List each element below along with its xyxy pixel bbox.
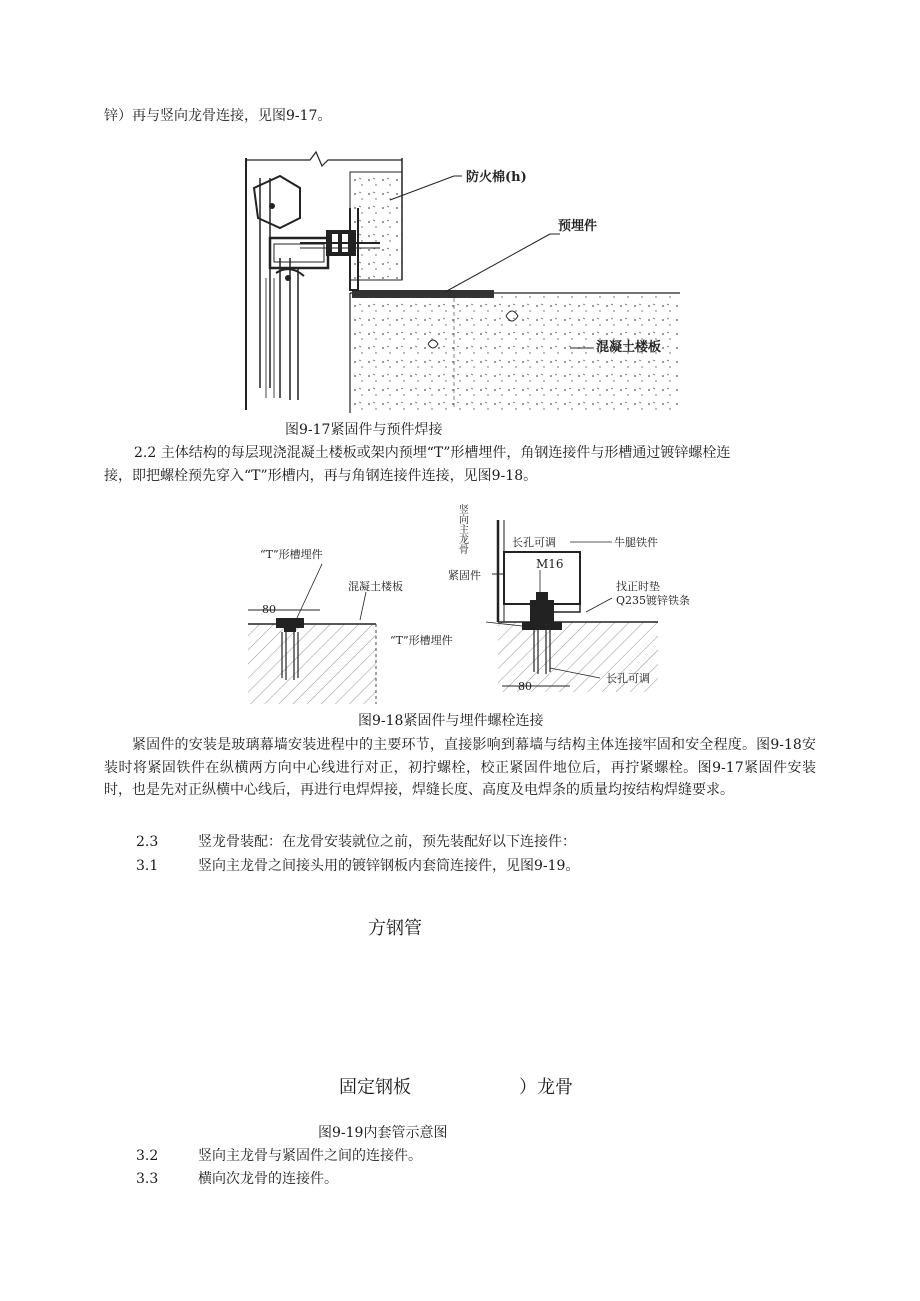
fig19-label-keel: ）龙骨 xyxy=(519,1077,573,1098)
fig18-dim-left: 80 xyxy=(262,603,276,616)
item-2-3-text: 竖龙骨装配：在龙骨安装就位之前，预先装配好以下连接件： xyxy=(198,834,576,850)
fig18-label-bracket: 牛腿铁件 xyxy=(614,536,658,549)
fig18-dim-right: 80 xyxy=(518,680,532,693)
fig17-label-fire-wool: 防火棉(h) xyxy=(466,170,527,185)
fig18-label-shim: 找正时垫 xyxy=(616,580,660,593)
item-3-1-text: 竖向主龙骨之间接头用的镀锌钢板内套筒连接件，见图9-19。 xyxy=(198,858,580,874)
fig18-label-slot-adjust-top: 长孔可调 xyxy=(512,536,556,549)
left-slab-hatch xyxy=(248,624,376,704)
item-3-2-text: 竖向主龙骨与紧固件之间的连接件。 xyxy=(198,1148,422,1164)
fig18-label-fastener: 紧固件 xyxy=(448,569,481,582)
para-install: 紧固件的安装是玻璃幕墙安装进程中的主要环节，直接影响到幕墙与结构主体连接牢固和安全程度。图9-18安装时将紧固铁件在纵横两方向中心线进行对正，初拧螺栓，校正紧固件地位后，再拧紧螺栓。图9-17紧固件安装时，也是先对正纵横中心线后，再进行电焊焊接，焊缝长度、高度及电焊条的质量均按结构焊缝要求。 xyxy=(104,737,816,798)
fig18-caption: 图9-18紧固件与埋件螺栓连接 xyxy=(358,713,544,729)
fig18-label-t-slot-bottom: “T”形槽埋件 xyxy=(390,634,453,647)
fig17-label-slab: 混凝土楼板 xyxy=(596,340,662,355)
fig19-caption: 图9-19内套管示意图 xyxy=(318,1125,448,1141)
figure-9-18 xyxy=(240,502,691,708)
embedded-plate xyxy=(352,290,494,298)
fig17-caption: 图9-17紧固件与预件焊接 xyxy=(285,422,443,438)
text-line-top: 锌）再与竖向龙骨连接，见图9-17。 xyxy=(104,108,332,124)
figure-9-17 xyxy=(240,148,690,418)
item-3-1-num: 3.1 xyxy=(136,858,159,874)
fig18-label-top-vertical: 竖向主龙骨 xyxy=(456,504,468,554)
fig18-label-t-slot-top: “T”形槽埋件 xyxy=(260,548,323,561)
fig18-label-slot-adjust-bottom: 长孔可调 xyxy=(606,672,650,685)
item-3-2-num: 3.2 xyxy=(136,1148,159,1164)
item-3-3-text: 横向次龙骨的连接件。 xyxy=(198,1171,338,1187)
fig18-label-strip: Q235镀锌铁条 xyxy=(616,594,691,607)
fig17-label-embedded: 预埋件 xyxy=(558,219,598,234)
para-2-2-line2: 接，即把螺栓预先穿入“T”形槽内，再与角钢连接件连接，见图9-18。 xyxy=(104,468,538,484)
fig18-label-bolt: M16 xyxy=(536,557,564,571)
fig19-label-fixed-plate: 固定钢板 xyxy=(339,1077,411,1098)
item-3-3-num: 3.3 xyxy=(136,1171,159,1187)
fig19-label-square-tube: 方钢管 xyxy=(368,918,422,939)
item-2-3-num: 2.3 xyxy=(136,834,159,850)
fig18-label-slab: 混凝土楼板 xyxy=(348,580,403,593)
para-2-2-line1: 2.2 主体结构的每层现浇混凝土楼板或架内预埋“T”形槽埋件，角钢连接件与形槽通过镀锌螺栓连 xyxy=(134,445,731,461)
